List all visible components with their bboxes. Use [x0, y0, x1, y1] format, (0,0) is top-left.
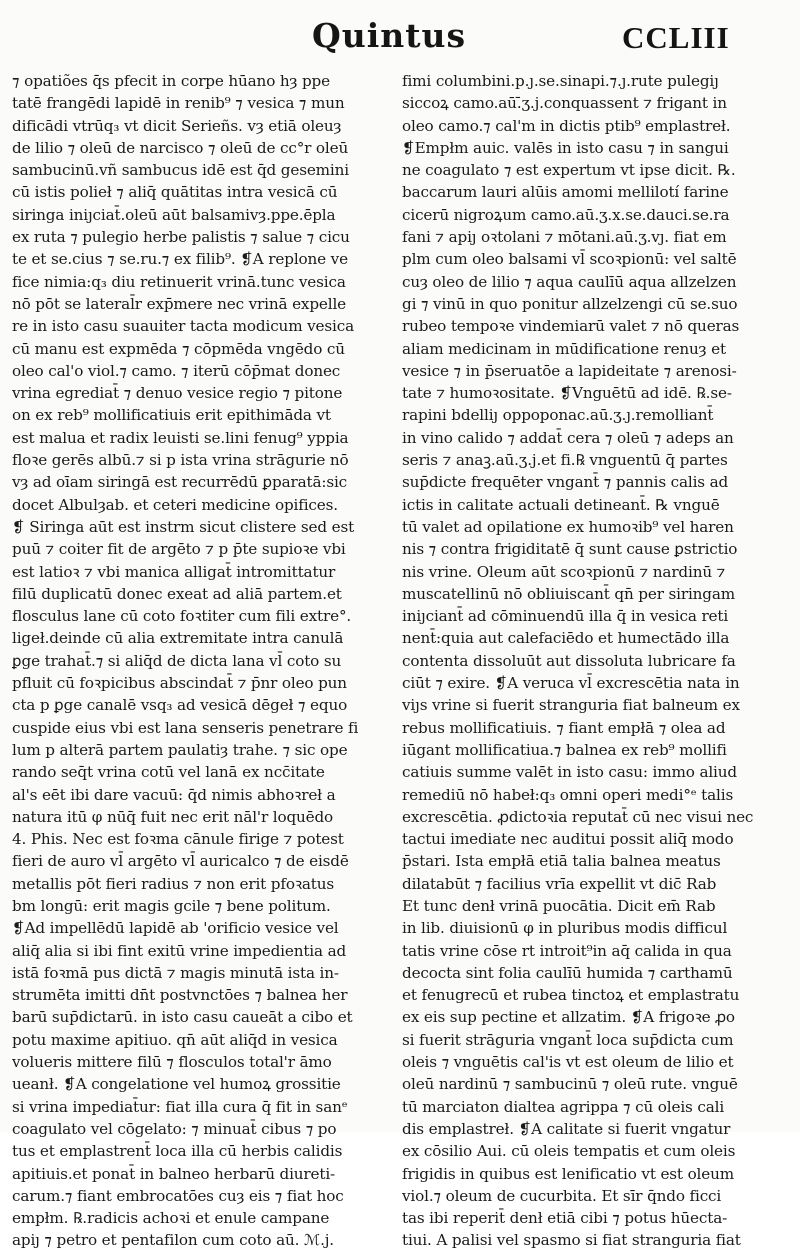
text-line: lum p alterā partem paulatiȝ trahe. ⁊ sic ope — [12, 740, 348, 759]
text-line: nis vrine. Oleum aūt scoꝛpionū ⁊ nardinū ⁊ — [402, 562, 726, 581]
text-line: ex eis sup pectine et allzatim. ❡A frigoꝛe ꝓo — [402, 1008, 735, 1027]
text-line: ❡Ad impellēdū lapidē ab 'orificio vesice vel — [12, 919, 339, 938]
text-line: bm longū: erit magis gcile ⁊ bene politum. — [12, 896, 331, 915]
text-line: dificādi vtrūq₃ vt dicit Serieñs. vȝ etiā oleuȝ — [12, 116, 342, 135]
text-line: ligeł.deinde cū alia extremitate intra canulā — [12, 629, 344, 648]
text-line: si fuerit strāguria vngant̄ loca sup̄dicta cum — [402, 1030, 734, 1049]
text-line: dis emplastreł. ❡A calitate si fuerit vngatur — [402, 1119, 731, 1138]
text-line: plm cum oleo balsami vl̄ scoꝛpionū: vel saltē — [402, 250, 737, 269]
text-line: fice nimia:q₃ diu retinuerit vrinā.tunc vesica — [12, 272, 346, 291]
text-line: al's eēt ibi dare vacuū: q̄d nimis abhoꝛreł a — [12, 785, 336, 804]
text-line: te et se.cius ⁊ se.ru.⁊ ex filib⁹. ❡A replone ve — [12, 250, 348, 269]
text-line: de lilio ⁊ oleū de narcisco ⁊ oleū de cc°r oleū — [12, 138, 349, 157]
text-line: istā foꝛmā pus dictā ⁊ magis minutā ista in- — [12, 963, 339, 982]
text-line: sup̄dicte frequēter vngant̄ ⁊ pannis calis ad — [402, 473, 729, 492]
text-line: tus et emplastrent̄ loca illa cū herbis calidis — [12, 1142, 343, 1161]
text-line: oleū nardinū ⁊ sambucinū ⁊ oleū rute. vnguē — [402, 1075, 738, 1094]
text-line: nō pōt se lateral̄r exp̄mere nec vrinā expelle — [12, 294, 346, 313]
text-line: cuȝ oleo de lilio ⁊ aqua caulīū aqua allzelzen — [402, 272, 737, 291]
text-line: ciūt ⁊ exire. ❡A veruca vl̄ excrescētia nata in — [402, 674, 740, 693]
text-line: si vrina impediat̄ur: fiat illa cura q̄ fit in sanᵉ — [12, 1097, 348, 1116]
text-line: sambucinū.vñ sambucus idē est q̄d gesemini — [12, 161, 349, 180]
text-line: cuspide eius vbi est lana senseris penetrare fi — [12, 718, 359, 737]
text-line: Et tunc denł vrinā puocātia. Dicit em̄ Rab — [402, 896, 716, 915]
text-line: strumēta imitti dn̄t postvnctōes ⁊ balnea her — [12, 986, 348, 1005]
text-line: fieri de auro vl̄ argēto vl̄ auricalco ⁊ de eisdē — [12, 852, 349, 871]
text-line: tactui imediate nec auditui possit aliq̄ modo — [402, 830, 734, 849]
text-line: gi ⁊ vinū in quo ponitur allzelzengi cū se.suo — [402, 294, 738, 313]
text-line: fimi columbini.p.ȷ.se.sinapi.⁊.ȷ.rute pulegiȷ — [402, 72, 719, 90]
text-line: baccarum lauri alūis amomi mellilotí farine — [402, 183, 729, 202]
column-gutter — [392, 66, 393, 1116]
text-line: frigidis in quibus est lenificatio vt est oleum — [402, 1164, 734, 1183]
text-line: potu maxime apitiuo. qn̄ aūt aliq̄d in vesica — [12, 1030, 338, 1049]
text-line: contenta dissoluūt aut dissoluta lubricare fa — [402, 651, 736, 670]
text-line: rebus mollificatiuis. ⁊ fiant empłā ⁊ olea ad — [402, 718, 726, 737]
text-line: pfluit cū foꝛpicibus abscindat̄ ⁊ p̄nr oleo pun — [12, 674, 347, 693]
text-line: empłm. ℞.radicis achoꝛi et enule campane — [12, 1209, 330, 1228]
text-line: in vino calido ⁊ addat̄ cera ⁊ oleū ⁊ adeps an — [402, 428, 734, 447]
text-line: muscatellinū nō obliuiscant̄ qn̄ per siringam — [402, 584, 736, 603]
text-line: cta p ꝑge canalē vsq₃ ad vesicā dēgeł ⁊ equo — [12, 696, 348, 715]
text-line: vȝ ad oīam siringā est recurrēdū ꝑparatā:sic — [12, 473, 348, 492]
text-line: barū sup̄dictarū. in isto casu caueāt a cibo et — [12, 1008, 353, 1027]
page-title: Quintus — [312, 16, 467, 55]
text-line: ictis in calitate actuali detineant̄. ℞ vnguē — [402, 495, 720, 514]
text-line: ❡ Siringa aūt est instrm sicut clistere sed est — [12, 517, 355, 536]
text-line: filū duplicatū donec exeat ad aliā partem.et — [12, 584, 342, 603]
text-line: floꝛe gerēs albū.⁊ si p ista vrina strāgurie nō — [12, 451, 349, 470]
text-line: tiui. A palisi vel spasmo si fiat stranguria fiat — [402, 1231, 741, 1250]
text-line: vesice ⁊ in p̄seruatōe a lapideitate ⁊ arenosi- — [402, 361, 737, 380]
text-line: et fenugrecū et rubea tinctoꝝ et emplastratu — [402, 986, 740, 1005]
text-line: ❡Empłm auic. valēs in isto casu ⁊ in sangui — [402, 138, 729, 157]
text-line: ⁊ opatiões q̄s pfecit in corpe hūano hȝ ppe — [12, 72, 330, 90]
text-line: decocta sint folia caulīū humida ⁊ carthamū — [402, 963, 733, 982]
text-line: coagulato vel cōgelato: ⁊ minuat̄ cibus ⁊ po — [12, 1119, 337, 1138]
text-line: volueris mittere filū ⁊ flosculos total'r āmo — [12, 1053, 332, 1072]
text-line: apiȷ ⁊ petro et pentafilon cum coto aū. ℳ.j. — [12, 1231, 334, 1250]
text-line: ueanł. ❡A congelatione vel humoꝝ grossitie — [12, 1075, 341, 1094]
text-line: oleo camo.⁊ cal'm in dictis ptib⁹ emplastreł. — [402, 116, 731, 135]
text-line: cū istis polieł ⁊ aliq̄ quātitas intra vesicā cū — [12, 183, 338, 202]
text-line: viol.⁊ oleum de cucurbita. Et sīr q̄ndo ficci — [402, 1186, 722, 1205]
text-line: nis ⁊ contra frigiditatē q̄ sunt cause ꝑstrictio — [402, 540, 738, 559]
text-line: siringa iniȷciat̄.oleū aūt balsamivȝ.ppe.ēpla — [12, 205, 336, 224]
text-line: on ex reb⁹ mollificatiuis erit epithimāda vt — [12, 406, 331, 425]
text-line: natura itū φ nūq̄ fuit nec erit nāl'r loquēdo — [12, 807, 334, 826]
text-line: est malua et radix leuisti se.lini fenug⁹ yppia — [12, 428, 349, 447]
left-text-column — [12, 70, 392, 1252]
right-text-column — [402, 70, 792, 1252]
folio-number: CCLIII — [622, 20, 730, 55]
text-line: rapini bdelliȷ oppoponac.aū.ʒ.ȷ.remolliant̄ — [402, 406, 714, 425]
text-line: ꝑge trahat̄.⁊ si aliq̄d de dicta lana vl̄ coto su — [12, 651, 342, 670]
text-line: tū valet ad opilatione ex humoꝛib⁹ vel haren — [402, 517, 734, 536]
text-line: ex ruta ⁊ pulegio herbe palistis ⁊ salue ⁊ cicu — [12, 228, 350, 247]
text-line: aliam medicinam in mūdificatione renuȝ et — [402, 339, 726, 358]
text-line: in lib. diuisionū φ in pluribus modis difficul — [402, 919, 728, 938]
text-line: oleo cal'o viol.⁊ camo. ⁊ iterū cōp̄mat donec — [12, 361, 341, 380]
text-line: tū marciaton dialtea agrippa ⁊ cū oleis cali — [402, 1097, 725, 1116]
text-line: remediū nō habeł:q₃ omni operi medi°ᵉ talis — [402, 785, 734, 804]
text-line: siccoꝝ camo.aū.̄ʒ.j.conquassent ⁊ frigant in — [402, 94, 727, 113]
text-line: re in isto casu suauiter tacta modicum vesica — [12, 317, 354, 336]
text-line: ex cōsilio Aui. cū oleis tempatis et cum oleis — [402, 1142, 736, 1161]
text-line: tatē frangēdi lapidē in renib⁹ ⁊ vesica ⁊ mun — [12, 94, 345, 113]
text-line: tate ⁊ humoꝛositate. ❡Vnguētū ad idē. ℞.se- — [402, 384, 732, 403]
text-line: puū ⁊ coiter fit de argēto ⁊ p p̄te supioꝛe vbi — [12, 540, 346, 559]
text-line: tas ibi reperit̄ denł etiā cibi ⁊ potus hūecta- — [402, 1209, 728, 1228]
text-line: iniȷciant̄ ad cōminuendū illa q̄ in vesica reti — [402, 607, 729, 626]
text-line: excrescētia. ꝓdictoꝛia reputat̄ cū nec visui nec — [402, 807, 754, 826]
running-head — [0, 0, 800, 74]
text-line: est latioꝛ ⁊ vbi manica alligat̄ intromittatur — [12, 562, 336, 581]
text-line: vrina egrediat̄ ⁊ denuo vesice regio ⁊ pitone — [12, 384, 343, 403]
text-line: docet Albulȝab. et ceteri medicine opifices. — [12, 495, 338, 514]
text-line: metallis pōt fieri radius ⁊ non erit pfoꝛatus — [12, 874, 335, 893]
text-line: viȷs vrine si fuerit stranguria fiat balneum ex — [402, 696, 740, 715]
text-line: dilatabūt ⁊ facilius vrīa expellit vt dic̄ Rab — [402, 874, 717, 893]
text-line: apitiuis.et ponat̄ in balneo herbarū diureti- — [12, 1164, 336, 1183]
text-line: rando seq̄t vrina cotū vel lanā ex ncc̄itate — [12, 763, 325, 782]
text-line: fani ⁊ apiȷ oꝛtolani ⁊ mōtani.aū.ʒ.vȷ. fiat em — [402, 228, 727, 247]
text-line: aliq̄ alia si ibi fint exitū vrine impedientia ad — [12, 941, 347, 960]
text-line: cicerū nigroꝝum camo.aū.ʒ.x.se.dauci.se.ra — [402, 205, 730, 224]
text-line: cū manu est expmēda ⁊ cōpmēda vngēdo cū — [12, 339, 345, 358]
text-line: oleis ⁊ vnguētis cal'is vt est oleum de lilio et — [402, 1053, 734, 1072]
text-line: flosculus lane cū coto foꝛtiter cum fili extre°. — [12, 607, 352, 626]
text-line: ne coagulato ⁊ est expertum vt ipse dicit. ℞. — [402, 161, 736, 180]
text-line: seris ⁊ anaꝫ.aū.ʒ.j.et fi.℞ vnguentū q̄ partes — [402, 451, 728, 470]
text-line: nent̄:quia aut calefaciēdo et humectādo illa — [402, 629, 730, 648]
text-line: iūgant mollificatiua.⁊ balnea ex reb⁹ mollifi — [402, 740, 727, 759]
text-line: tatis vrine cōse rt introit⁹in aq̄ calida in qua — [402, 941, 732, 960]
text-line: catiuis summe valēt in isto casu: immo aliud — [402, 763, 737, 782]
text-line: 4. Phis. Nec est foꝛma cānule firige ⁊ potest — [12, 830, 344, 849]
text-line: carum.⁊ fiant embrocatōes cuȝ eis ⁊ fiat hoc — [12, 1186, 344, 1205]
text-line: rubeo tempoꝛe vindemiarū valet ⁊ nō queras — [402, 317, 740, 336]
text-line: p̄stari. Ista empłā etiā talia balnea meatus — [402, 852, 721, 871]
